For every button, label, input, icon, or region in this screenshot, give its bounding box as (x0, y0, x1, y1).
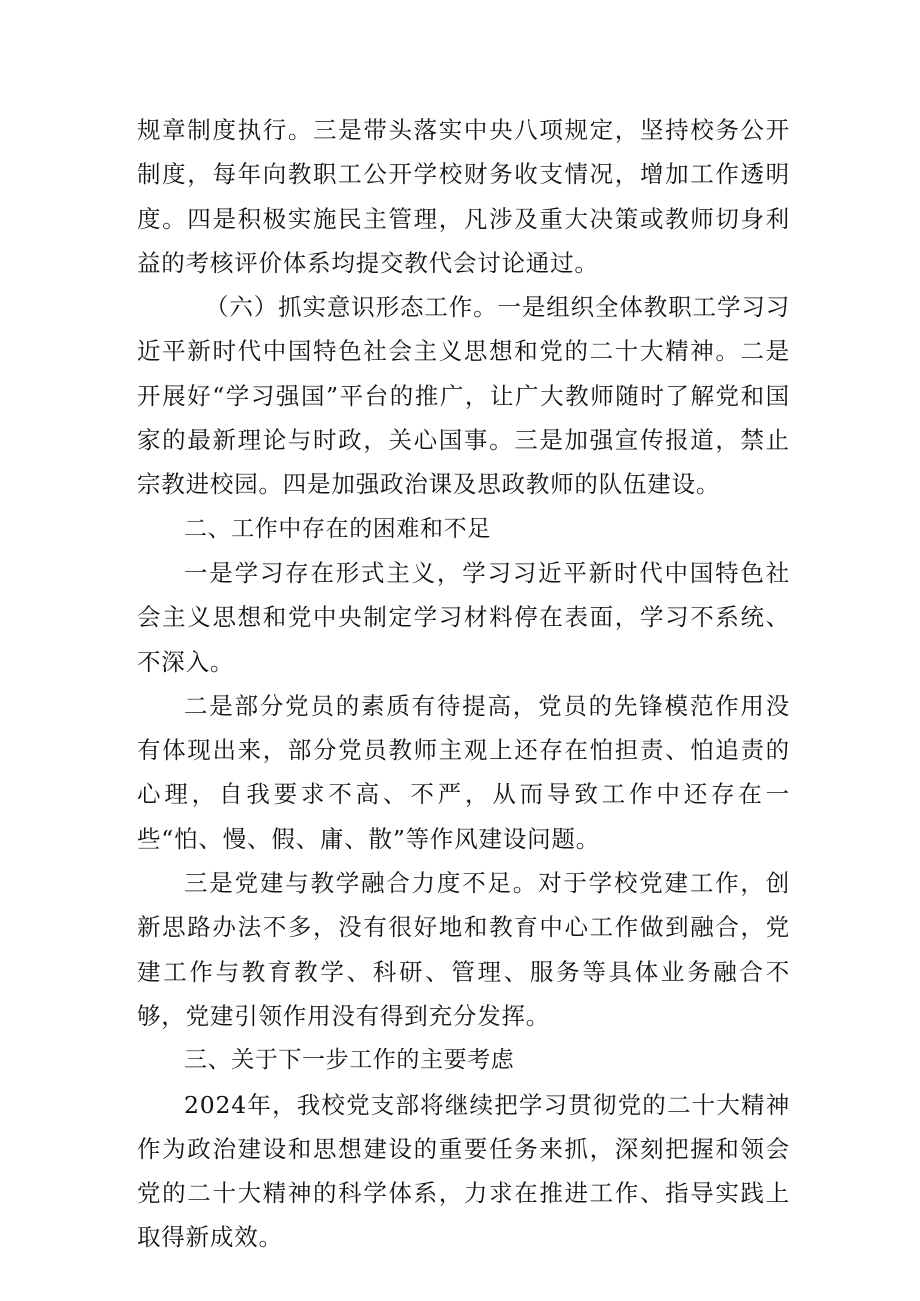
section-heading-difficulties: 二、工作中存在的困难和不足 (184, 515, 491, 542)
section-heading-next-steps: 三、关于下一步工作的主要考虑 (184, 1047, 515, 1074)
paragraph-next-steps: 2024年，我校党支部将继续把学习贯彻党的二十大精神作为政治建设和思想建设的重要任务来抓，深刻把握和领会党的二十大精神的科学体系，力求在推进工作、指导实践上取得新成效。 (137, 1090, 790, 1252)
paragraph-regulations: 规章制度执行。三是带头落实中央八项规定，坚持校务公开制度，每年向教职工公开学校财务收支情况，增加工作透明度。四是积极实施民主管理，凡涉及重大决策或教师切身利益的考核评价体系均提交教代会讨论通过。 (137, 116, 790, 277)
paragraph-ideology-work: （六）抓实意识形态工作。一是组织全体教职工学习习近平新时代中国特色社会主义思想和党的二十大精神。二是开展好“学习强国”平台的推广，让广大教师随时了解党和国家的最新理论与时政，关心国事。三是加强宣传报道，禁止宗教进校园。四是加强政治课及思政教师的队伍建设。 (137, 293, 790, 499)
paragraph-difficulty-2: 二是部分党员的素质有待提高，党员的先锋模范作用没有体现出来，部分党员教师主观上还存在怕担责、怕追责的心理，自我要求不高、不严，从而导致工作中还存在一些“怕、慢、假、庸、散”等作风建设问题。 (137, 691, 790, 853)
paragraph-difficulty-1: 一是学习存在形式主义，学习习近平新时代中国特色社会主义思想和党中央制定学习材料停在表面，学习不系统、不深入。 (137, 558, 790, 676)
document-page (137, 108, 790, 1260)
paragraph-difficulty-3: 三是党建与教学融合力度不足。对于学校党建工作，创新思路办法不多，没有很好地和教育中心工作做到融合，党建工作与教育教学、科研、管理、服务等具体业务融合不够，党建引领作用没有得到充分发挥。 (137, 869, 790, 1030)
